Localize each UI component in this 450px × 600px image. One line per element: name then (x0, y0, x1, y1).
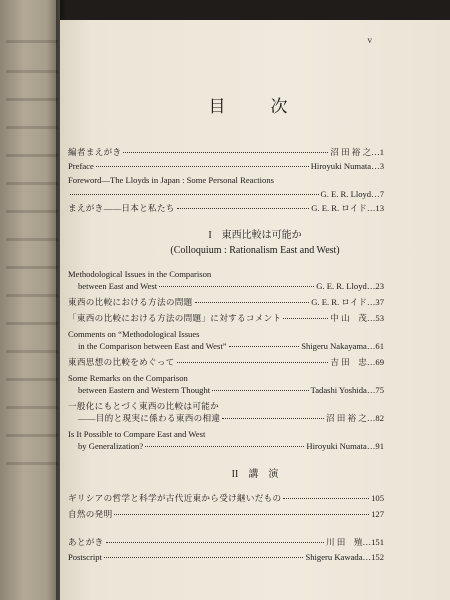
toc-entry: 東西の比較における方法の問題 G. E. R. ロイド…37 (68, 297, 384, 307)
toc-entry: 「東西の比較における方法の問題」に対するコメント 中 山 茂…53 (68, 313, 384, 323)
toc-entry-title: Foreword—The Lloyds in Japan : Some Personal Reactions (68, 175, 274, 185)
toc-entry-title: Methodological Issues in the Comparison (68, 269, 212, 279)
toc-entry: ——目的と現実に係わる東西の相違 沼 田 裕 之…82 (78, 413, 384, 423)
facing-page (0, 0, 60, 600)
toc-entry: まえがき——日本と私たち G. E. R. ロイド…13 (68, 203, 384, 213)
toc-entry-title: Comments on “Methodological Issues (68, 329, 200, 339)
toc-entry: ギリシアの哲学と科学が古代近東から受け継いだもの 105 (68, 493, 384, 503)
section-heading: II 講 演 (231, 469, 279, 480)
toc-entry-title: 一般化にもとづく東西の比較は可能か (68, 401, 220, 411)
page-number: v (367, 35, 372, 45)
toc-entry: Preface Hiroyuki Numata…3 (68, 161, 384, 171)
background-top (0, 0, 450, 20)
toc-entry: G. E. R. Lloyd…7 (68, 189, 384, 200)
toc-entry: Postscript Shigeru Kawada…152 (68, 552, 384, 562)
section-heading: I 東西比較は可能か (208, 230, 302, 241)
toc-entry: between Eastern and Western Thought Tadashi Yoshida…75 (78, 385, 384, 395)
toc-entry: between East and West G. E. R. Lloyd…23 (78, 281, 384, 291)
toc-entry-title: Is It Possible to Compare East and West (68, 429, 206, 439)
toc-entry: 東西思想の比較をめぐって 吉 田 忠…69 (68, 357, 384, 367)
toc-entry-title: Some Remarks on the Comparison (68, 373, 188, 383)
toc-entry: あとがき 川 田 殖…151 (68, 537, 384, 547)
section-subheading: (Colloquium : Rationalism East and West) (170, 245, 340, 256)
toc-entry: in the Comparison between East and West” Shigeru Nakayama…61 (78, 341, 384, 351)
toc-entry: by Generalization? Hiroyuki Numata…91 (78, 441, 384, 451)
toc-entry: 自然の発明 127 (68, 509, 384, 519)
toc-entry: 編者まえがき 沼 田 裕 之…1 (68, 147, 384, 157)
contents-page (60, 20, 450, 600)
page-title: 目 次 (208, 97, 302, 116)
